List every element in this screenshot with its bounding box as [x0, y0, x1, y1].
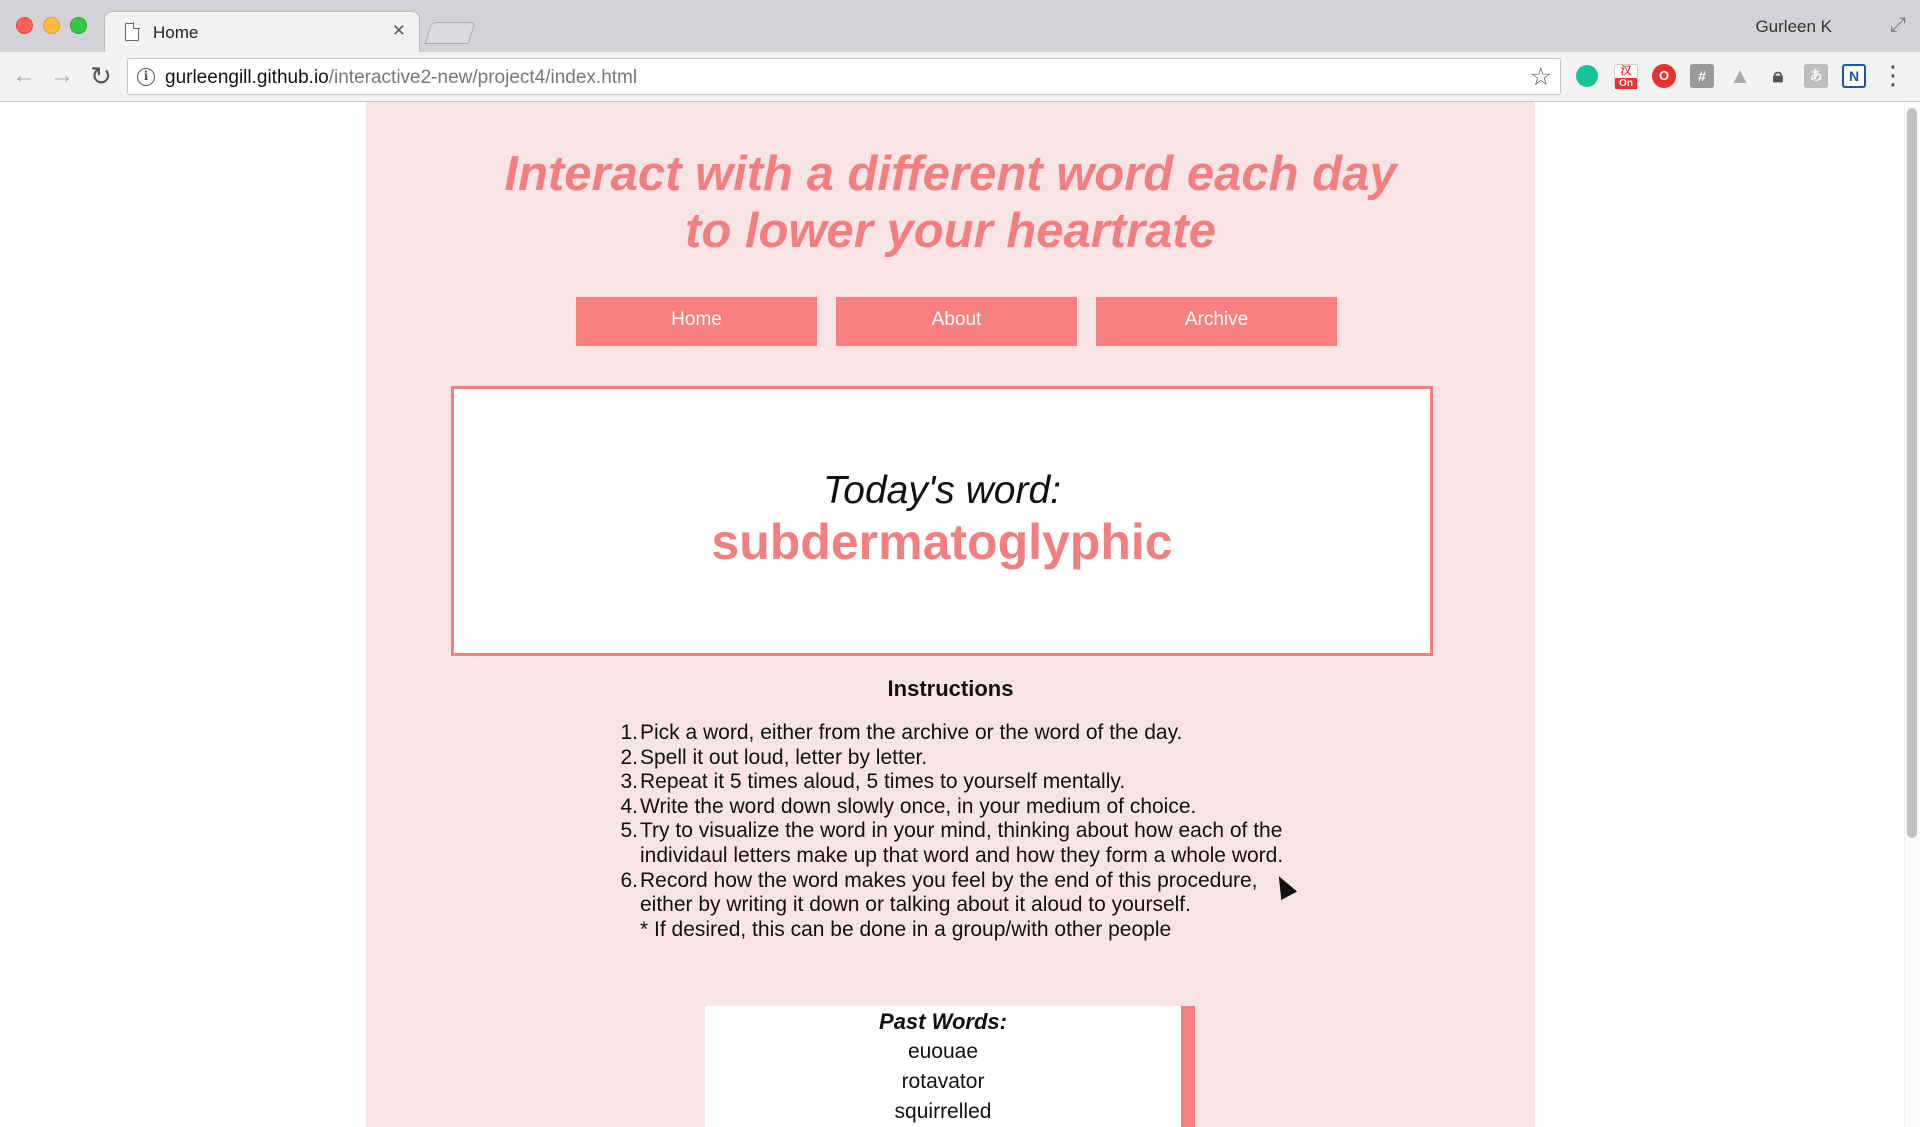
instruction-number: 1. [620, 721, 638, 744]
url-path: /interactive2-new/project4/index.html [328, 67, 638, 88]
kana-extension-icon[interactable]: あ [1804, 64, 1828, 88]
grammarly-extension-icon[interactable] [1576, 65, 1598, 87]
close-window-button[interactable] [16, 17, 33, 34]
past-word-item[interactable]: euouae [907, 1040, 979, 1063]
todays-word-box [451, 386, 1433, 656]
instruction-text: Spell it out loud, letter by letter. [640, 745, 928, 769]
todays-word: subdermatoglyphic [711, 514, 1173, 570]
instruction-item [620, 745, 1300, 771]
page-viewport [0, 102, 1920, 1127]
page-headline [366, 146, 1535, 260]
past-word-item[interactable]: squirrelled [894, 1100, 992, 1123]
instruction-text: Write the word down slowly once, in your medium of choice. [640, 794, 1197, 818]
url-host: gurleengill.github.io [165, 67, 329, 88]
headline-line-2: to lower your heartrate [685, 204, 1216, 258]
chinese-extension-label: 汉 [1620, 65, 1632, 77]
nav-home-button[interactable]: Home [576, 297, 817, 346]
past-word-item[interactable]: rotavator [901, 1070, 985, 1093]
tab-title: Home [153, 23, 199, 42]
instruction-text: Record how the word makes you feel by the end of this procedure, either by writing it down or talking about it aloud to yourself. [640, 868, 1258, 917]
instruction-text: Pick a word, either from the archive or the word of the day. [640, 721, 1183, 744]
url-text[interactable] [165, 67, 637, 89]
instruction-note: * If desired, this can be done in a group/with other people [640, 917, 1172, 941]
hash-extension-icon[interactable]: # [1690, 64, 1714, 88]
page-content [366, 102, 1535, 1127]
info-icon[interactable]: i [137, 68, 155, 86]
browser-titlebar [0, 0, 1920, 52]
instruction-number: 3. [620, 770, 638, 794]
fullscreen-icon[interactable]: ⤢ [1890, 14, 1906, 36]
opera-extension-icon[interactable]: O [1652, 64, 1676, 88]
minimize-window-button[interactable] [43, 17, 60, 34]
instruction-item [620, 819, 1300, 868]
profile-name[interactable]: Gurleen K [1755, 17, 1832, 36]
instruction-item [620, 794, 1300, 820]
instruction-item [620, 868, 1300, 943]
instruction-text: Try to visualize the word in your mind, thinking about how each of the individaul letters make up that word and how they form a whole word. [640, 819, 1284, 867]
lock-extension-icon[interactable]: 🔒︎ [1772, 65, 1784, 87]
back-icon[interactable]: ← [12, 62, 36, 89]
page-icon [125, 23, 139, 41]
chinese-extension-on: On [1615, 78, 1637, 89]
instructions-title: Instructions [887, 676, 1014, 701]
past-words-box [705, 1006, 1195, 1127]
new-tab-button[interactable] [424, 22, 475, 44]
instruction-number: 2. [620, 745, 638, 769]
instruction-text: Repeat it 5 times aloud, 5 times to yourself mentally. [640, 770, 1126, 794]
nav-archive-button[interactable]: Archive [1096, 297, 1337, 346]
instruction-item [620, 721, 1300, 746]
browser-menu-icon[interactable]: ⋮ [1880, 60, 1906, 90]
browser-tab-home[interactable] [104, 11, 420, 52]
forward-icon[interactable]: → [50, 62, 74, 89]
reload-icon[interactable]: ↻ [90, 61, 112, 91]
instruction-number: 6. [620, 868, 638, 892]
instruction-item [620, 770, 1300, 795]
scrollbar-thumb[interactable] [1907, 108, 1917, 838]
site-nav [576, 297, 1336, 346]
past-words-title: Past Words: [879, 1009, 1007, 1034]
instructions-list [620, 721, 1300, 942]
instruction-number: 5. [620, 819, 638, 843]
page-scrollbar[interactable] [1904, 102, 1920, 1127]
maximize-window-button[interactable] [70, 17, 87, 34]
headline-line-1: Interact with a different word each day [504, 147, 1397, 201]
nav-about-button[interactable]: About [836, 297, 1077, 346]
bookmark-star-icon[interactable]: ☆ [1529, 63, 1552, 91]
tab-close-icon[interactable]: × [392, 19, 405, 42]
notion-extension-icon[interactable]: N [1842, 64, 1866, 88]
drive-extension-icon[interactable]: ▲ [1729, 63, 1751, 88]
instruction-number: 4. [620, 794, 638, 818]
chinese-extension-icon[interactable] [1614, 64, 1638, 88]
todays-word-label: Today's word: [823, 469, 1061, 512]
browser-toolbar [0, 52, 1920, 102]
address-bar[interactable] [127, 58, 1561, 95]
